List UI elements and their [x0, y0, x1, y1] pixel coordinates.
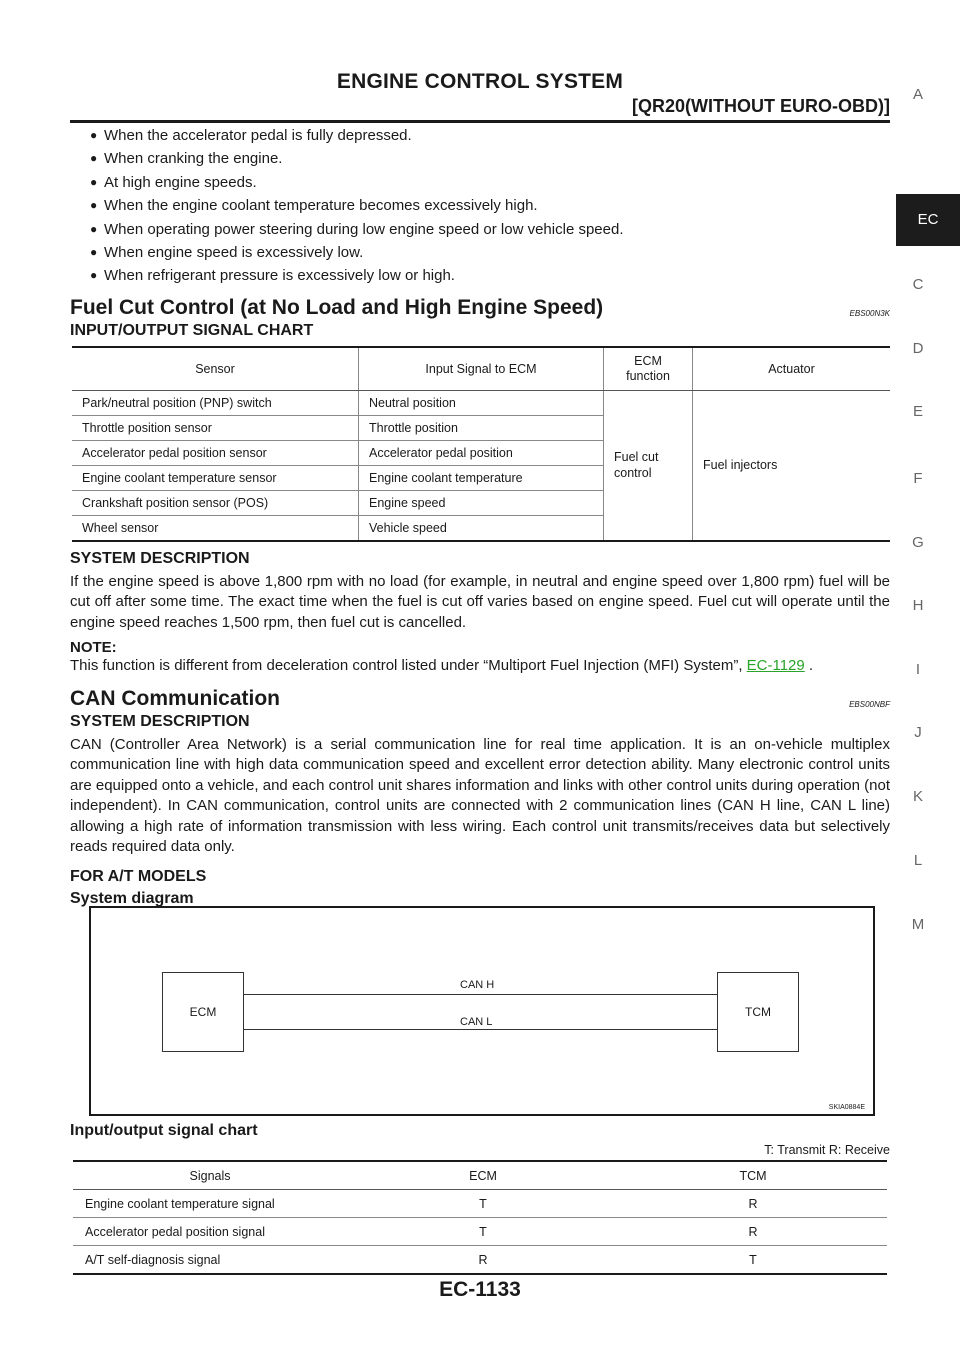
bullet-icon: ●	[90, 245, 98, 260]
system-description-heading: SYSTEM DESCRIPTION	[70, 549, 250, 567]
index-tab-e[interactable]: E	[912, 403, 923, 420]
at-models-heading: FOR A/T MODELS	[70, 867, 207, 885]
signal-cell: Accelerator pedal position	[359, 440, 604, 465]
list-item: ● When cranking the engine.	[70, 147, 890, 170]
tcm-box: TCM	[717, 972, 799, 1052]
bullet-icon: ●	[90, 128, 98, 142]
main-content	[70, 124, 890, 908]
note-text: This function is different from deceleration control listed under “Multiport Fuel Injection (MFI) System”, EC-1129 .	[70, 657, 814, 675]
col-input-signal: Input Signal to ECM	[359, 347, 604, 391]
sensor-cell: Park/neutral position (PNP) switch	[72, 390, 359, 415]
bullet-icon: ●	[90, 198, 98, 213]
sensor-cell: Throttle position sensor	[72, 415, 359, 440]
can-h-label: CAN H	[460, 979, 495, 991]
can-heading: CAN Communication EBS00NBF	[70, 686, 890, 710]
list-item: ● When refrigerant pressure is excessively low or high.	[70, 264, 890, 287]
sensor-cell: Accelerator pedal position sensor	[72, 440, 359, 465]
ecm-function-cell: Fuel cut control	[604, 390, 693, 541]
can-h-line	[243, 994, 717, 995]
index-tab-c[interactable]: C	[912, 276, 924, 293]
col-tcm: TCM	[619, 1161, 887, 1190]
bullet-icon: ●	[90, 151, 98, 166]
sensor-cell: Crankshaft position sensor (POS)	[72, 490, 359, 515]
page-header	[70, 70, 890, 116]
col-signals: Signals	[73, 1161, 347, 1190]
can-l-line	[243, 1029, 717, 1030]
table-row	[72, 390, 890, 415]
signal-cell: Throttle position	[359, 415, 604, 440]
signal-chart-heading: INPUT/OUTPUT SIGNAL CHART	[70, 321, 314, 339]
signal-cell: Accelerator pedal position signal	[73, 1218, 347, 1246]
sensor-cell: Wheel sensor	[82, 520, 159, 535]
ecm-cell: R	[478, 1252, 488, 1267]
table-row	[73, 1190, 887, 1218]
bullet-icon: ●	[90, 174, 98, 189]
can-io-signal-table	[73, 1160, 887, 1275]
signal-cell: Vehicle speed	[359, 515, 604, 541]
sensor-cell: Engine coolant temperature sensor	[72, 465, 359, 490]
can-l-label: CAN L	[460, 1016, 493, 1028]
section-code: EBS00NBF	[849, 699, 890, 709]
ecm-cell: T	[347, 1218, 619, 1246]
bullet-icon: ●	[90, 221, 98, 236]
can-description-heading: SYSTEM DESCRIPTION	[70, 712, 250, 730]
fuel-cut-heading: Fuel Cut Control (at No Load and High Engine Speed) EBS00N3K	[70, 295, 890, 319]
index-tab-i[interactable]: I	[915, 661, 921, 678]
signal-cell: Engine speed	[359, 490, 604, 515]
index-tab-f[interactable]: F	[913, 470, 923, 487]
tcm-cell: T	[749, 1252, 757, 1267]
ecm-cell: T	[347, 1190, 619, 1218]
col-ecm: ECM	[347, 1161, 619, 1190]
list-item: ● At high engine speeds.	[70, 171, 890, 194]
index-tab-m[interactable]: M	[911, 916, 925, 933]
list-item: ● When operating power steering during low engine speed or low vehicle speed.	[70, 218, 890, 241]
can-description: CAN (Controller Area Network) is a serial communication line for real time application. It is an on-vehicle multiplex communication line with high data communication speed and excellent error detection ability. Many electronic control units are equipped onto a vehicle, and each control unit shares information and links with other control units during operation (not independent). In CAN communication, control units are connected with 2 communication lines (CAN H line, CAN L line) allowing a high rate of information transmission with less wiring. Each control unit transmits/receives data but selectively reads required data only.	[70, 735, 890, 856]
col-sensor: Sensor	[72, 347, 359, 391]
ec-1129-link[interactable]: EC-1129	[746, 657, 805, 675]
fuel-cut-signal-table	[72, 346, 890, 542]
note-label: NOTE:	[70, 639, 117, 657]
col-ecm-function: ECM function	[604, 347, 693, 391]
table-row	[73, 1246, 887, 1275]
index-tab-h[interactable]: H	[912, 597, 924, 614]
list-item: ● When engine speed is excessively low.	[70, 241, 890, 264]
index-tab-ec[interactable]: EC	[896, 194, 960, 246]
table-row	[73, 1218, 887, 1246]
io-chart-heading: Input/output signal chart	[70, 1122, 258, 1139]
index-tab-g[interactable]: G	[912, 534, 924, 551]
tcm-cell: R	[619, 1218, 887, 1246]
signal-cell: A/T self-diagnosis signal	[85, 1252, 221, 1267]
system-diagram-heading: System diagram	[70, 889, 194, 907]
diagram-code: SKIA0884E	[828, 1104, 865, 1111]
signal-cell: Engine coolant temperature	[359, 465, 604, 490]
page-number: EC-1133	[439, 1278, 521, 1301]
list-item: ● When the accelerator pedal is fully depressed.	[70, 124, 890, 147]
section-code: EBS00N3K	[849, 308, 890, 318]
actuator-cell: Fuel injectors	[693, 390, 891, 541]
fuel-cut-description: If the engine speed is above 1,800 rpm with no load (for example, in neutral and engine speed over 1,800 rpm) fuel will be cut off after some time. The exact time when the fuel is cut off varies based on engine speed. Fuel cut will operate until the engine speed reaches 1,500 rpm, then fuel cut is cancelled.	[70, 572, 890, 631]
col-actuator: Actuator	[693, 347, 891, 391]
page-title: ENGINE CONTROL SYSTEM	[336, 70, 624, 93]
list-item: ● When the engine coolant temperature becomes excessively high.	[70, 194, 890, 217]
tcm-cell: R	[619, 1190, 887, 1218]
can-system-diagram	[89, 906, 875, 1116]
bullet-icon: ●	[90, 268, 98, 283]
index-tab-l[interactable]: L	[913, 852, 923, 869]
signal-cell: Neutral position	[359, 390, 604, 415]
page-subtitle: [QR20(WITHOUT EURO-OBD)]	[632, 96, 890, 116]
index-tab-j[interactable]: J	[914, 724, 922, 741]
signal-cell: Engine coolant temperature signal	[73, 1190, 347, 1218]
index-tab-a[interactable]: A	[912, 86, 923, 103]
transmit-receive-legend: T: Transmit R: Receive	[764, 1143, 890, 1157]
index-tab-k[interactable]: K	[912, 788, 923, 805]
ecm-box: ECM	[162, 972, 244, 1052]
condition-list	[70, 124, 890, 288]
index-tab-d[interactable]: D	[912, 340, 924, 357]
header-rule	[70, 120, 890, 123]
